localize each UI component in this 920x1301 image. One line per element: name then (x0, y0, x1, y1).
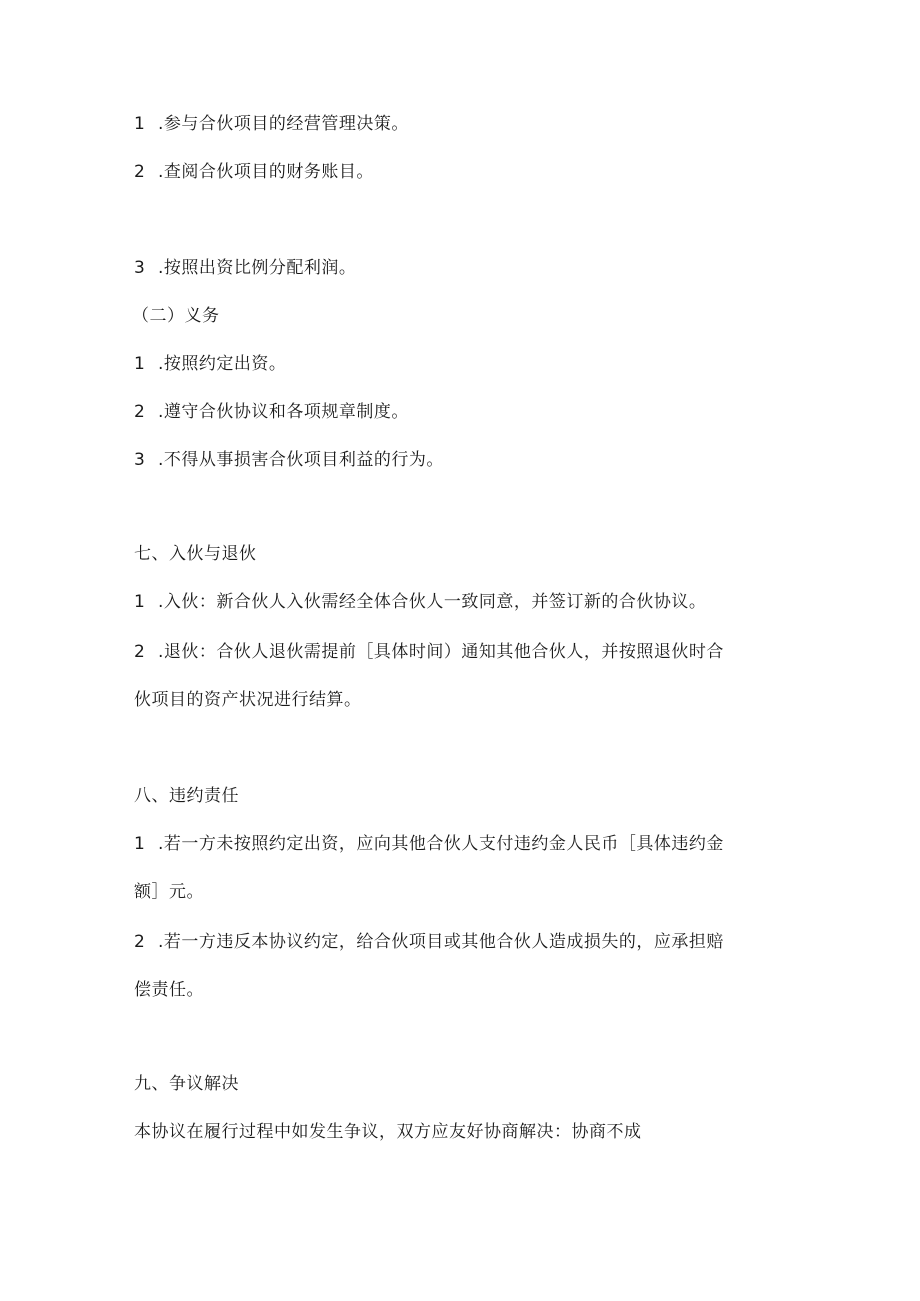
item-text: .查阅合伙项目的财务账目。 (158, 162, 374, 182)
item-number: 3 (134, 258, 146, 278)
rights-item-3 (134, 256, 356, 280)
item-text: .若一方未按照约定出资，应向其他合伙人支付违约金人民币［具体违约金 (158, 834, 724, 854)
item-text: .遵守合伙协议和各项规章制度。 (158, 402, 409, 422)
item-number: 2 (134, 402, 146, 422)
item-text: .按照约定出资。 (158, 354, 287, 374)
obligations-item-1 (134, 352, 286, 376)
section-8-item-2 (134, 930, 724, 954)
rights-item-1 (134, 112, 409, 136)
section-7-item-2 (134, 640, 724, 664)
section-8-item-1 (134, 832, 724, 856)
item-number: 2 (134, 932, 146, 952)
item-number: 1 (134, 114, 146, 134)
item-text: .按照出资比例分配利润。 (158, 258, 357, 278)
section-9-paragraph: 本协议在履行过程中如发生争议，双方应友好协商解决：协商不成 (134, 1122, 642, 1142)
item-text: .参与合伙项目的经营管理决策。 (158, 114, 409, 134)
obligations-item-3 (134, 448, 444, 472)
item-text: .入伙：新合伙人入伙需经全体合伙人一致同意，并签订新的合伙协议。 (158, 592, 707, 612)
item-number: 1 (134, 354, 146, 374)
item-text: .若一方违反本协议约定，给合伙项目或其他合伙人造成损失的，应承担赔 (158, 932, 724, 952)
section-7-item-1 (134, 590, 706, 614)
section-8-item-2-continued: 偿责任。 (134, 980, 204, 1000)
item-number: 2 (134, 642, 146, 662)
rights-item-2 (134, 160, 374, 184)
obligations-item-2 (134, 400, 409, 424)
item-number: 2 (134, 162, 146, 182)
section-9-heading: 九、争议解决 (134, 1074, 239, 1094)
section-8-heading: 八、违约责任 (134, 786, 239, 806)
item-number: 3 (134, 450, 146, 470)
item-number: 1 (134, 592, 146, 612)
obligations-heading: （二）义务 (132, 306, 220, 326)
section-8-item-1-continued: 额］元。 (134, 882, 204, 902)
item-text: .不得从事损害合伙项目利益的行为。 (158, 450, 444, 470)
item-text: .退伙：合伙人退伙需提前［具体时间）通知其他合伙人，并按照退伙时合 (158, 642, 724, 662)
section-7-item-2-continued: 伙项目的资产状况进行结算。 (134, 690, 362, 710)
section-7-heading: 七、入伙与退伙 (134, 544, 257, 564)
item-number: 1 (134, 834, 146, 854)
